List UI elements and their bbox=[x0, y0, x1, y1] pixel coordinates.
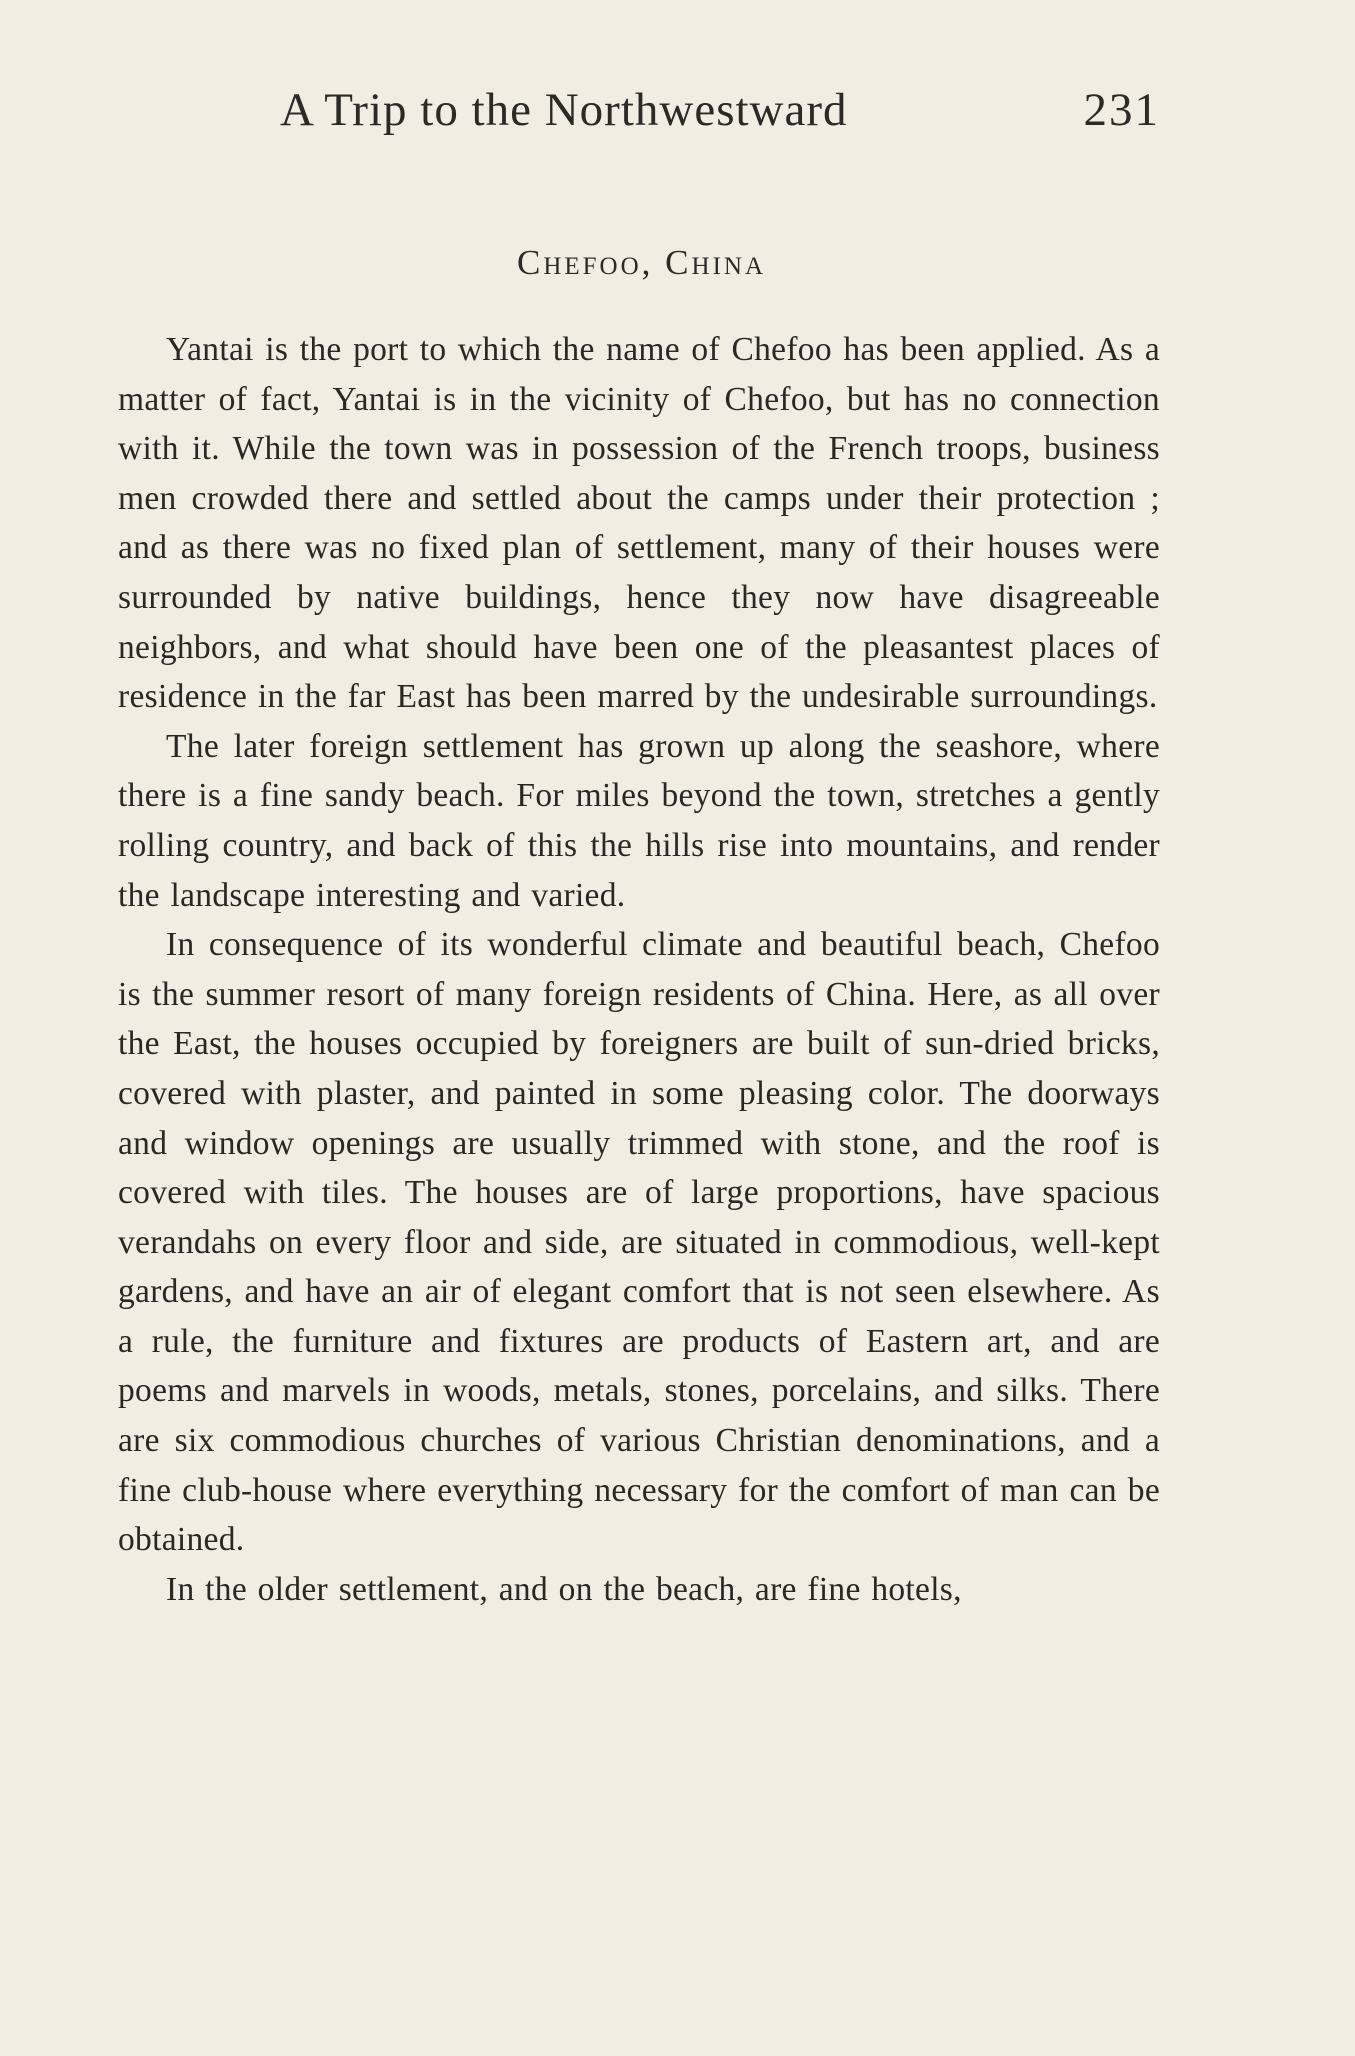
paragraph: In the older settlement, and on the beach, are fine hotels, bbox=[166, 1570, 962, 1608]
paragraph: In consequence of its wonderful climate and beautiful beach, Chefoo is the summer resort of many foreign residents of China. Here, as all over the East, the houses occupied by foreigners are built of sun-dried bricks, covered with plaster, and painted in some pleasing color. The doorways and window openings are usually trimmed with stone, and the roof is covered with tiles. The houses are of large proportions, have spacious verandahs on every floor and side, are situated in commodious, well-kept gardens, and have an air of elegant comfort that is not seen elsewhere. As a rule, the furniture and fixtures are products of Eastern art, and are poems and marvels in woods, metals, stones, porcelains, and silks. There are six commodious churches of various Christian denominations, and a fine club-house where everything necessary for the comfort of man can be obtained. bbox=[118, 926, 1160, 1559]
body-text bbox=[118, 325, 1160, 1614]
paragraph: Yantai is the port to which the name of Chefoo has been applied. As a matter of fact, Yantai is in the vicinity of Chefoo, but has no connection with it. While the town was in possession of the French troops, business men crowded there and settled about the camps under their protection ; and as there was no fixed plan of settlement, many of their houses were surrounded by native buildings, hence they now have disagreeable neighbors, and what should have been one of the pleasantest places of residence in the far East has been marred by the undesirable surroundings. bbox=[118, 331, 1160, 716]
section-heading: Chefoo, China bbox=[516, 243, 766, 282]
page-number: 231 bbox=[1083, 84, 1160, 136]
running-title: A Trip to the Northwestward bbox=[280, 84, 848, 136]
running-head bbox=[280, 80, 1160, 140]
paragraph: The later foreign settlement has grown up along the seashore, where there is a fine sandy beach. For miles beyond the town, stretches a gently rolling country, and back of this the hills rise into mountains, and render the landscape interesting and varied. bbox=[118, 727, 1160, 914]
